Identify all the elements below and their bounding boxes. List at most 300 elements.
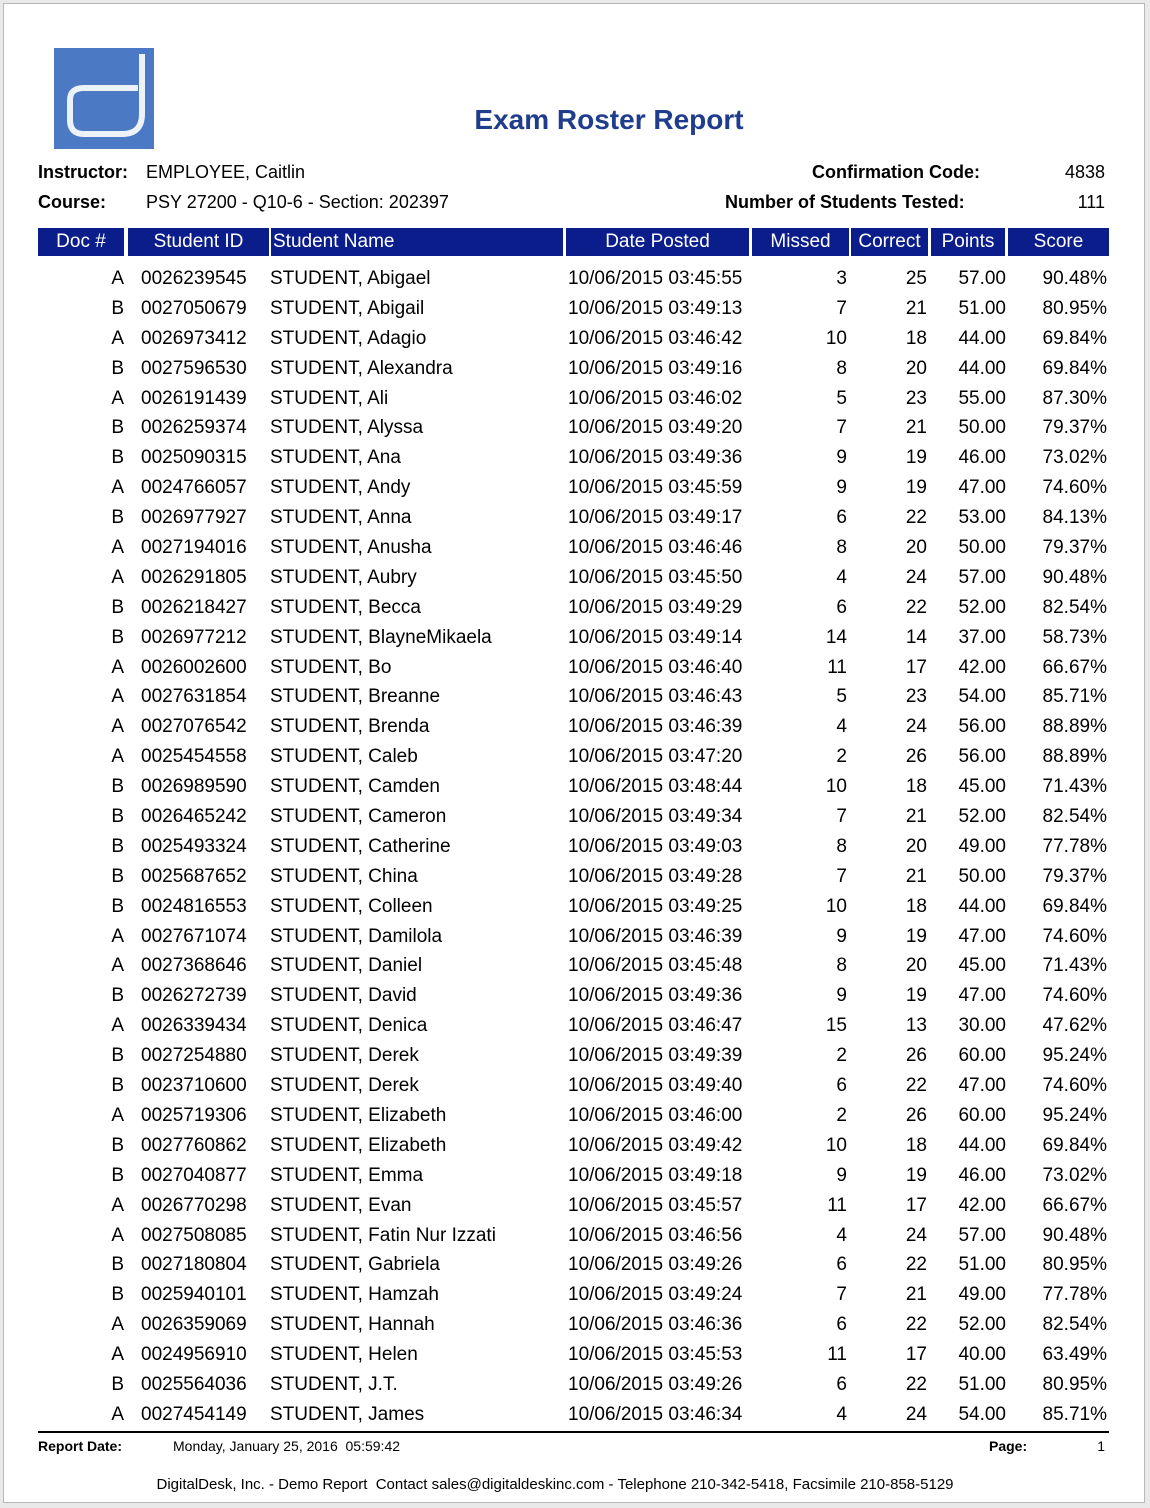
- student-name-cell: STUDENT, Damilola: [270, 925, 443, 947]
- student-name-cell: STUDENT, Colleen: [270, 895, 433, 917]
- missed-cell: 2: [836, 1104, 847, 1126]
- student-name-cell: STUDENT, Daniel: [270, 955, 423, 977]
- missed-cell: 3: [836, 268, 847, 289]
- points-cell: 51.00: [958, 1373, 1006, 1395]
- student-id-cell: 0026191439: [141, 387, 247, 409]
- correct-cell: 19: [905, 447, 927, 469]
- score-cell: 74.60%: [1042, 1075, 1107, 1097]
- doc-number-cell: A: [111, 955, 124, 977]
- missed-cell: 8: [836, 835, 847, 857]
- date-posted-cell: 10/06/2015 03:49:14: [568, 626, 743, 648]
- date-posted-cell: 10/06/2015 03:46:43: [568, 686, 743, 708]
- student-id-cell: 0027254880: [141, 1045, 247, 1067]
- doc-number-cell: A: [111, 716, 124, 738]
- date-posted-cell: 10/06/2015 03:45:55: [568, 268, 743, 289]
- points-cell: 44.00: [958, 327, 1006, 349]
- column-header-student-id: Student ID: [128, 228, 269, 256]
- missed-cell: 6: [836, 507, 847, 529]
- points-cell: 49.00: [958, 835, 1006, 857]
- table-row: [4, 443, 1146, 473]
- missed-cell: 2: [836, 1045, 847, 1067]
- score-cell: 63.49%: [1042, 1344, 1107, 1366]
- doc-number-cell: A: [111, 566, 124, 588]
- correct-cell: 21: [905, 297, 927, 319]
- date-posted-cell: 10/06/2015 03:49:36: [568, 447, 743, 469]
- doc-number-cell: A: [111, 477, 124, 499]
- student-id-cell: 0025090315: [141, 447, 247, 469]
- points-cell: 52.00: [958, 806, 1006, 828]
- column-header-missed: Missed: [752, 228, 849, 256]
- students-tested-label: Number of Students Tested:: [725, 192, 965, 212]
- table-row: [4, 892, 1146, 922]
- table-row: [4, 413, 1146, 443]
- points-cell: 40.00: [958, 1344, 1006, 1366]
- student-name-cell: STUDENT, Caleb: [270, 746, 418, 768]
- student-name-cell: STUDENT, Brenda: [270, 716, 430, 738]
- missed-cell: 5: [836, 686, 847, 708]
- points-cell: 60.00: [958, 1104, 1006, 1126]
- student-id-cell: 0027760862: [141, 1134, 247, 1156]
- doc-number-cell: A: [111, 1314, 124, 1336]
- student-name-cell: STUDENT, Ali: [270, 387, 389, 409]
- table-row: [4, 503, 1146, 533]
- date-posted-cell: 10/06/2015 03:45:53: [568, 1344, 743, 1366]
- score-cell: 69.84%: [1042, 357, 1107, 379]
- table-row: [4, 1101, 1146, 1131]
- points-cell: 55.00: [958, 387, 1006, 409]
- points-cell: 47.00: [958, 477, 1006, 499]
- score-cell: 77.78%: [1042, 835, 1107, 857]
- student-id-cell: 0027194016: [141, 537, 247, 559]
- points-cell: 45.00: [958, 955, 1006, 977]
- column-header-date-posted: Date Posted: [566, 228, 749, 256]
- student-name-cell: STUDENT, Becca: [270, 596, 421, 618]
- student-id-cell: 0027076542: [141, 716, 247, 738]
- table-row: [4, 1310, 1146, 1340]
- missed-cell: 7: [836, 865, 847, 887]
- date-posted-cell: 10/06/2015 03:46:00: [568, 1104, 743, 1126]
- page-label: Page:: [989, 1438, 1028, 1454]
- student-name-cell: STUDENT, Derek: [270, 1045, 419, 1067]
- date-posted-cell: 10/06/2015 03:49:26: [568, 1254, 743, 1276]
- instructor-name: EMPLOYEE, Caitlin: [146, 162, 306, 182]
- doc-number-cell: B: [111, 297, 124, 319]
- table-row: [4, 593, 1146, 623]
- column-header-student-name: Student Name: [271, 228, 563, 256]
- table-row: [4, 623, 1146, 653]
- doc-number-cell: A: [111, 1104, 124, 1126]
- report-page: [3, 3, 1145, 1503]
- student-id-cell: 0025493324: [141, 835, 247, 857]
- date-posted-cell: 10/06/2015 03:46:36: [568, 1314, 743, 1336]
- missed-cell: 4: [836, 1403, 847, 1425]
- correct-cell: 24: [905, 1224, 927, 1246]
- date-posted-cell: 10/06/2015 03:49:13: [568, 297, 743, 319]
- missed-cell: 10: [825, 327, 847, 349]
- score-cell: 85.71%: [1042, 1403, 1107, 1425]
- correct-cell: 24: [905, 716, 927, 738]
- doc-number-cell: A: [111, 1403, 124, 1425]
- doc-number-cell: B: [111, 1045, 124, 1067]
- date-posted-cell: 10/06/2015 03:45:57: [568, 1194, 743, 1216]
- student-id-cell: 0026989590: [141, 776, 247, 798]
- score-cell: 79.37%: [1042, 865, 1107, 887]
- points-cell: 47.00: [958, 1075, 1006, 1097]
- student-id-cell: 0027180804: [141, 1254, 247, 1276]
- score-cell: 90.48%: [1042, 1224, 1107, 1246]
- correct-cell: 21: [905, 417, 927, 439]
- missed-cell: 10: [825, 1134, 847, 1156]
- table-row: [4, 832, 1146, 862]
- doc-number-cell: B: [111, 1373, 124, 1395]
- confirmation-code-value: 4838: [1064, 162, 1105, 182]
- points-cell: 54.00: [958, 686, 1006, 708]
- missed-cell: 14: [825, 626, 847, 648]
- date-posted-cell: 10/06/2015 03:49:40: [568, 1075, 743, 1097]
- points-cell: 44.00: [958, 895, 1006, 917]
- score-cell: 88.89%: [1042, 746, 1107, 768]
- points-cell: 50.00: [958, 537, 1006, 559]
- missed-cell: 6: [836, 1373, 847, 1395]
- table-row: [4, 981, 1146, 1011]
- student-name-cell: STUDENT, Abigail: [270, 297, 425, 319]
- doc-number-cell: B: [111, 776, 124, 798]
- date-posted-cell: 10/06/2015 03:49:16: [568, 357, 743, 379]
- missed-cell: 6: [836, 1075, 847, 1097]
- student-id-cell: 0023710600: [141, 1075, 247, 1097]
- student-id-cell: 0026770298: [141, 1194, 247, 1216]
- student-name-cell: STUDENT, Elizabeth: [270, 1104, 447, 1126]
- doc-number-cell: B: [111, 985, 124, 1007]
- correct-cell: 22: [905, 1075, 927, 1097]
- points-cell: 51.00: [958, 297, 1006, 319]
- date-posted-cell: 10/06/2015 03:49:29: [568, 596, 743, 618]
- student-id-cell: 0026002600: [141, 656, 247, 678]
- student-name-cell: STUDENT, Hannah: [270, 1314, 435, 1336]
- doc-number-cell: A: [111, 1224, 124, 1246]
- score-cell: 69.84%: [1042, 895, 1107, 917]
- points-cell: 42.00: [958, 656, 1006, 678]
- correct-cell: 22: [905, 596, 927, 618]
- date-posted-cell: 10/06/2015 03:46:56: [568, 1224, 743, 1246]
- correct-cell: 22: [905, 1254, 927, 1276]
- doc-number-cell: B: [111, 1284, 124, 1306]
- table-row: [4, 1280, 1146, 1310]
- points-cell: 44.00: [958, 1134, 1006, 1156]
- correct-cell: 18: [905, 1134, 927, 1156]
- points-cell: 51.00: [958, 1254, 1006, 1276]
- date-posted-cell: 10/06/2015 03:45:50: [568, 566, 743, 588]
- missed-cell: 9: [836, 925, 847, 947]
- correct-cell: 21: [905, 1284, 927, 1306]
- points-cell: 47.00: [958, 925, 1006, 947]
- doc-number-cell: A: [111, 656, 124, 678]
- missed-cell: 7: [836, 1284, 847, 1306]
- missed-cell: 9: [836, 1164, 847, 1186]
- missed-cell: 9: [836, 447, 847, 469]
- student-id-cell: 0025564036: [141, 1373, 247, 1395]
- points-cell: 30.00: [958, 1015, 1006, 1037]
- missed-cell: 10: [825, 776, 847, 798]
- score-cell: 77.78%: [1042, 1284, 1107, 1306]
- table-row: [4, 563, 1146, 593]
- doc-number-cell: A: [111, 1194, 124, 1216]
- date-posted-cell: 10/06/2015 03:46:02: [568, 387, 743, 409]
- doc-number-cell: B: [111, 806, 124, 828]
- student-name-cell: STUDENT, Abigael: [270, 268, 431, 289]
- table-row: [4, 473, 1146, 503]
- student-id-cell: 0026977212: [141, 626, 247, 648]
- student-name-cell: STUDENT, Evan: [270, 1194, 412, 1216]
- points-cell: 56.00: [958, 716, 1006, 738]
- student-name-cell: STUDENT, Alexandra: [270, 357, 453, 379]
- student-name-cell: STUDENT, BlayneMikaela: [270, 626, 492, 648]
- missed-cell: 4: [836, 1224, 847, 1246]
- correct-cell: 21: [905, 806, 927, 828]
- missed-cell: 6: [836, 1254, 847, 1276]
- correct-cell: 17: [905, 1194, 927, 1216]
- table-row: [4, 533, 1146, 563]
- date-posted-cell: 10/06/2015 03:47:20: [568, 746, 743, 768]
- missed-cell: 11: [827, 1344, 847, 1366]
- table-header: [38, 228, 1109, 256]
- student-name-cell: STUDENT, Andy: [270, 477, 411, 499]
- doc-number-cell: B: [111, 1254, 124, 1276]
- score-cell: 74.60%: [1042, 925, 1107, 947]
- student-id-cell: 0026272739: [141, 985, 247, 1007]
- student-name-cell: STUDENT, Gabriela: [270, 1254, 440, 1276]
- points-cell: 42.00: [958, 1194, 1006, 1216]
- correct-cell: 18: [905, 327, 927, 349]
- table-row: [4, 1340, 1146, 1370]
- score-cell: 90.48%: [1042, 566, 1107, 588]
- table-row: [4, 1221, 1146, 1251]
- student-name-cell: STUDENT, J.T.: [270, 1373, 398, 1395]
- date-posted-cell: 10/06/2015 03:46:34: [568, 1403, 743, 1425]
- table-row: [4, 324, 1146, 354]
- score-cell: 79.37%: [1042, 537, 1107, 559]
- correct-cell: 25: [905, 268, 927, 289]
- score-cell: 84.13%: [1042, 507, 1107, 529]
- table-row: [4, 772, 1146, 802]
- points-cell: 57.00: [958, 566, 1006, 588]
- table-row: [4, 1400, 1146, 1430]
- course-label: Course:: [38, 192, 107, 212]
- table-row: [4, 354, 1146, 384]
- table-row: [4, 802, 1146, 832]
- points-cell: 46.00: [958, 1164, 1006, 1186]
- column-header-doc: Doc #: [38, 228, 124, 256]
- score-cell: 74.60%: [1042, 477, 1107, 499]
- points-cell: 52.00: [958, 1314, 1006, 1336]
- date-posted-cell: 10/06/2015 03:49:28: [568, 865, 743, 887]
- student-name-cell: STUDENT, Derek: [270, 1075, 419, 1097]
- table-row: [4, 1131, 1146, 1161]
- student-id-cell: 0026465242: [141, 806, 247, 828]
- score-cell: 85.71%: [1042, 686, 1107, 708]
- missed-cell: 8: [836, 537, 847, 559]
- doc-number-cell: B: [111, 895, 124, 917]
- points-cell: 54.00: [958, 1403, 1006, 1425]
- missed-cell: 7: [836, 297, 847, 319]
- points-cell: 53.00: [958, 507, 1006, 529]
- doc-number-cell: B: [111, 507, 124, 529]
- table-row: [4, 653, 1146, 683]
- score-cell: 73.02%: [1042, 447, 1107, 469]
- student-id-cell: 0026291805: [141, 566, 247, 588]
- student-name-cell: STUDENT, Cameron: [270, 806, 447, 828]
- table-row: [4, 1250, 1146, 1280]
- points-cell: 57.00: [958, 268, 1006, 289]
- student-name-cell: STUDENT, Anna: [270, 507, 412, 529]
- missed-cell: 11: [827, 656, 847, 678]
- missed-cell: 10: [825, 895, 847, 917]
- date-posted-cell: 10/06/2015 03:45:59: [568, 477, 743, 499]
- correct-cell: 22: [905, 1373, 927, 1395]
- date-posted-cell: 10/06/2015 03:46:39: [568, 716, 743, 738]
- table-row: [4, 294, 1146, 324]
- doc-number-cell: A: [111, 537, 124, 559]
- correct-cell: 26: [905, 1104, 927, 1126]
- date-posted-cell: 10/06/2015 03:49:25: [568, 895, 743, 917]
- score-cell: 58.73%: [1042, 626, 1107, 648]
- doc-number-cell: A: [111, 1015, 124, 1037]
- table-row: [4, 922, 1146, 952]
- students-tested-value: 111: [1077, 192, 1105, 212]
- student-id-cell: 0026339434: [141, 1015, 247, 1037]
- student-id-cell: 0025940101: [141, 1284, 247, 1306]
- student-id-cell: 0026359069: [141, 1314, 247, 1336]
- points-cell: 56.00: [958, 746, 1006, 768]
- student-name-cell: STUDENT, China: [270, 865, 418, 887]
- table-row: [4, 384, 1146, 414]
- date-posted-cell: 10/06/2015 03:46:39: [568, 925, 743, 947]
- missed-cell: 6: [836, 596, 847, 618]
- doc-number-cell: B: [111, 447, 124, 469]
- missed-cell: 4: [836, 566, 847, 588]
- student-name-cell: STUDENT, Camden: [270, 776, 440, 798]
- doc-number-cell: B: [111, 1134, 124, 1156]
- student-name-cell: STUDENT, Ana: [270, 447, 401, 469]
- footer-divider: [38, 1431, 1109, 1433]
- instructor-label: Instructor:: [38, 162, 128, 182]
- date-posted-cell: 10/06/2015 03:49:24: [568, 1284, 743, 1306]
- roster-table-body: [4, 264, 1146, 1430]
- confirmation-code-label: Confirmation Code:: [812, 162, 980, 182]
- student-id-cell: 0024956910: [141, 1344, 247, 1366]
- doc-number-cell: A: [111, 327, 124, 349]
- student-name-cell: STUDENT, James: [270, 1403, 425, 1425]
- table-row: [4, 1071, 1146, 1101]
- doc-number-cell: B: [111, 596, 124, 618]
- correct-cell: 18: [905, 895, 927, 917]
- score-cell: 95.24%: [1042, 1104, 1107, 1126]
- student-name-cell: STUDENT, Catherine: [270, 835, 451, 857]
- points-cell: 49.00: [958, 1284, 1006, 1306]
- student-id-cell: 0024766057: [141, 477, 247, 499]
- student-id-cell: 0025719306: [141, 1104, 247, 1126]
- missed-cell: 5: [836, 387, 847, 409]
- correct-cell: 22: [905, 1314, 927, 1336]
- table-row: [4, 1161, 1146, 1191]
- correct-cell: 14: [905, 626, 927, 648]
- score-cell: 80.95%: [1042, 1373, 1107, 1395]
- date-posted-cell: 10/06/2015 03:46:46: [568, 537, 743, 559]
- score-cell: 73.02%: [1042, 1164, 1107, 1186]
- student-id-cell: 0027040877: [141, 1164, 247, 1186]
- missed-cell: 2: [836, 746, 847, 768]
- correct-cell: 20: [905, 357, 927, 379]
- score-cell: 82.54%: [1042, 596, 1107, 618]
- correct-cell: 17: [905, 656, 927, 678]
- column-header-score: Score: [1008, 228, 1109, 256]
- correct-cell: 24: [905, 1403, 927, 1425]
- doc-number-cell: B: [111, 357, 124, 379]
- correct-cell: 19: [905, 925, 927, 947]
- doc-number-cell: A: [111, 268, 124, 289]
- score-cell: 79.37%: [1042, 417, 1107, 439]
- date-posted-cell: 10/06/2015 03:49:42: [568, 1134, 743, 1156]
- student-id-cell: 0024816553: [141, 895, 247, 917]
- student-id-cell: 0027508085: [141, 1224, 247, 1246]
- table-row: [4, 264, 1146, 294]
- points-cell: 50.00: [958, 417, 1006, 439]
- correct-cell: 18: [905, 776, 927, 798]
- correct-cell: 20: [905, 537, 927, 559]
- score-cell: 80.95%: [1042, 1254, 1107, 1276]
- student-id-cell: 0025454558: [141, 746, 247, 768]
- date-posted-cell: 10/06/2015 03:46:40: [568, 656, 743, 678]
- missed-cell: 7: [836, 417, 847, 439]
- student-name-cell: STUDENT, Aubry: [270, 566, 417, 588]
- correct-cell: 19: [905, 1164, 927, 1186]
- missed-cell: 9: [836, 985, 847, 1007]
- table-row: [4, 1011, 1146, 1041]
- student-id-cell: 0026218427: [141, 596, 247, 618]
- score-cell: 47.62%: [1042, 1015, 1107, 1037]
- doc-number-cell: A: [111, 925, 124, 947]
- missed-cell: 4: [836, 716, 847, 738]
- points-cell: 45.00: [958, 776, 1006, 798]
- course-name: PSY 27200 - Q10-6 - Section: 202397: [146, 192, 449, 212]
- student-id-cell: 0027631854: [141, 686, 247, 708]
- points-cell: 46.00: [958, 447, 1006, 469]
- table-row: [4, 862, 1146, 892]
- date-posted-cell: 10/06/2015 03:49:17: [568, 507, 743, 529]
- table-row: [4, 1191, 1146, 1221]
- student-name-cell: STUDENT, Elizabeth: [270, 1134, 447, 1156]
- date-posted-cell: 10/06/2015 03:49:39: [568, 1045, 743, 1067]
- student-name-cell: STUDENT, Fatin Nur Izzati: [270, 1224, 496, 1246]
- correct-cell: 22: [905, 507, 927, 529]
- column-header-correct: Correct: [851, 228, 928, 256]
- correct-cell: 21: [905, 865, 927, 887]
- doc-number-cell: B: [111, 1164, 124, 1186]
- contact-line: DigitalDesk, Inc. - Demo Report Contact sales@digitaldeskinc.com - Telephone 210-342-5418, Facsimile 210-858-5129: [156, 1476, 954, 1493]
- correct-cell: 26: [905, 746, 927, 768]
- student-id-cell: 0027671074: [141, 925, 247, 947]
- points-cell: 52.00: [958, 596, 1006, 618]
- score-cell: 82.54%: [1042, 806, 1107, 828]
- table-row: [4, 1370, 1146, 1400]
- student-name-cell: STUDENT, Breanne: [270, 686, 441, 708]
- table-row: [4, 742, 1146, 772]
- student-id-cell: 0026973412: [141, 327, 247, 349]
- correct-cell: 24: [905, 566, 927, 588]
- student-name-cell: STUDENT, David: [270, 985, 417, 1007]
- student-name-cell: STUDENT, Anusha: [270, 537, 432, 559]
- student-name-cell: STUDENT, Helen: [270, 1344, 418, 1366]
